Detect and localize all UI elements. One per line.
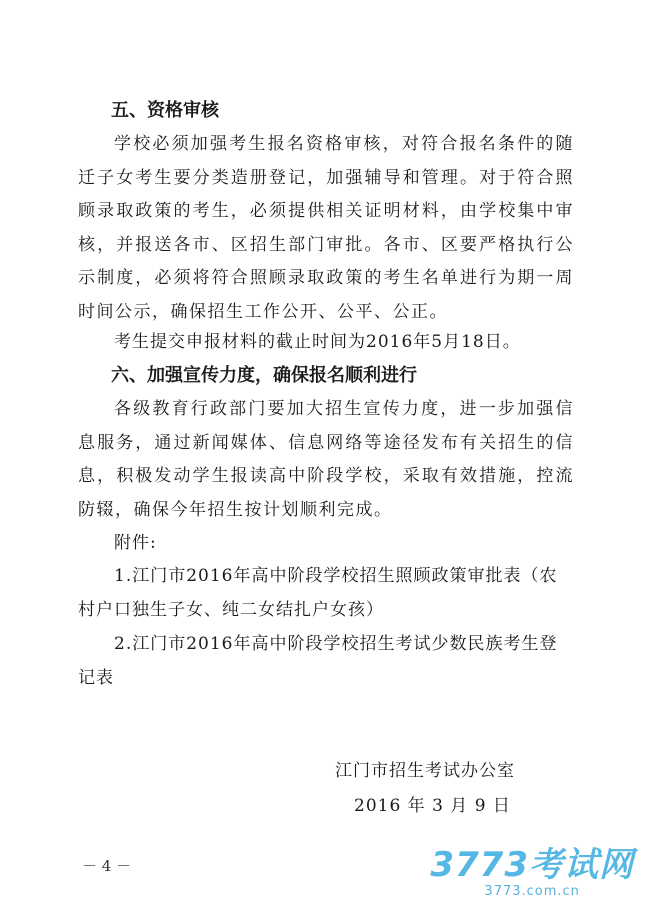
section-6-heading: 六、加强宣传力度，确保报名顺利进行 (111, 365, 417, 386)
attachments-label: 附件: (114, 533, 157, 553)
section-5-heading: 五、资格审核 (111, 100, 219, 121)
page-number: － 4 － (82, 857, 132, 875)
watermark-url: 3773.com.cn (484, 884, 580, 899)
deadline-text: 考生提交申报材料的截止时间为2016年5月18日。 (114, 332, 521, 352)
attachments-list (78, 559, 574, 695)
section-5-paragraph: 学校必须加强考生报名资格审核，对符合报名条件的随迁子女考生要分类造册登记，加强辅导和管理。对于符合照顾录取政策的考生，必须提供相关证明材料，由学校集中审核，并报送各市、区招生部门审批。各市、区要严格执行公示制度，必须将符合照顾录取政策的考生名单进行为期一周时间公示，确保招生工作公开、公平、公正。 (78, 134, 574, 322)
signature-date: 2016 年 3 月 9 日 (354, 796, 511, 816)
watermark-logo (430, 846, 634, 899)
attachment-item: 1.江门市2016年高中阶段学校招生照顾政策审批表（农村户口独生子女、纯二女结扎户女孩） (78, 566, 558, 620)
section-6-paragraph: 各级教育行政部门要加大招生宣传力度，进一步加强信息服务，通过新闻媒体、信息网络等途径发布有关招生的信息，积极发动学生报读高中阶段学校，采取有效措施，控流防辍，确保今年招生按计划顺利完成。 (78, 399, 574, 520)
watermark-logo-text: 3773考试网 (430, 845, 634, 885)
signature-office: 江门市招生考试办公室 (335, 761, 515, 781)
attachment-item: 2.江门市2016年高中阶段学校招生考试少数民族考生登记表 (78, 634, 558, 688)
